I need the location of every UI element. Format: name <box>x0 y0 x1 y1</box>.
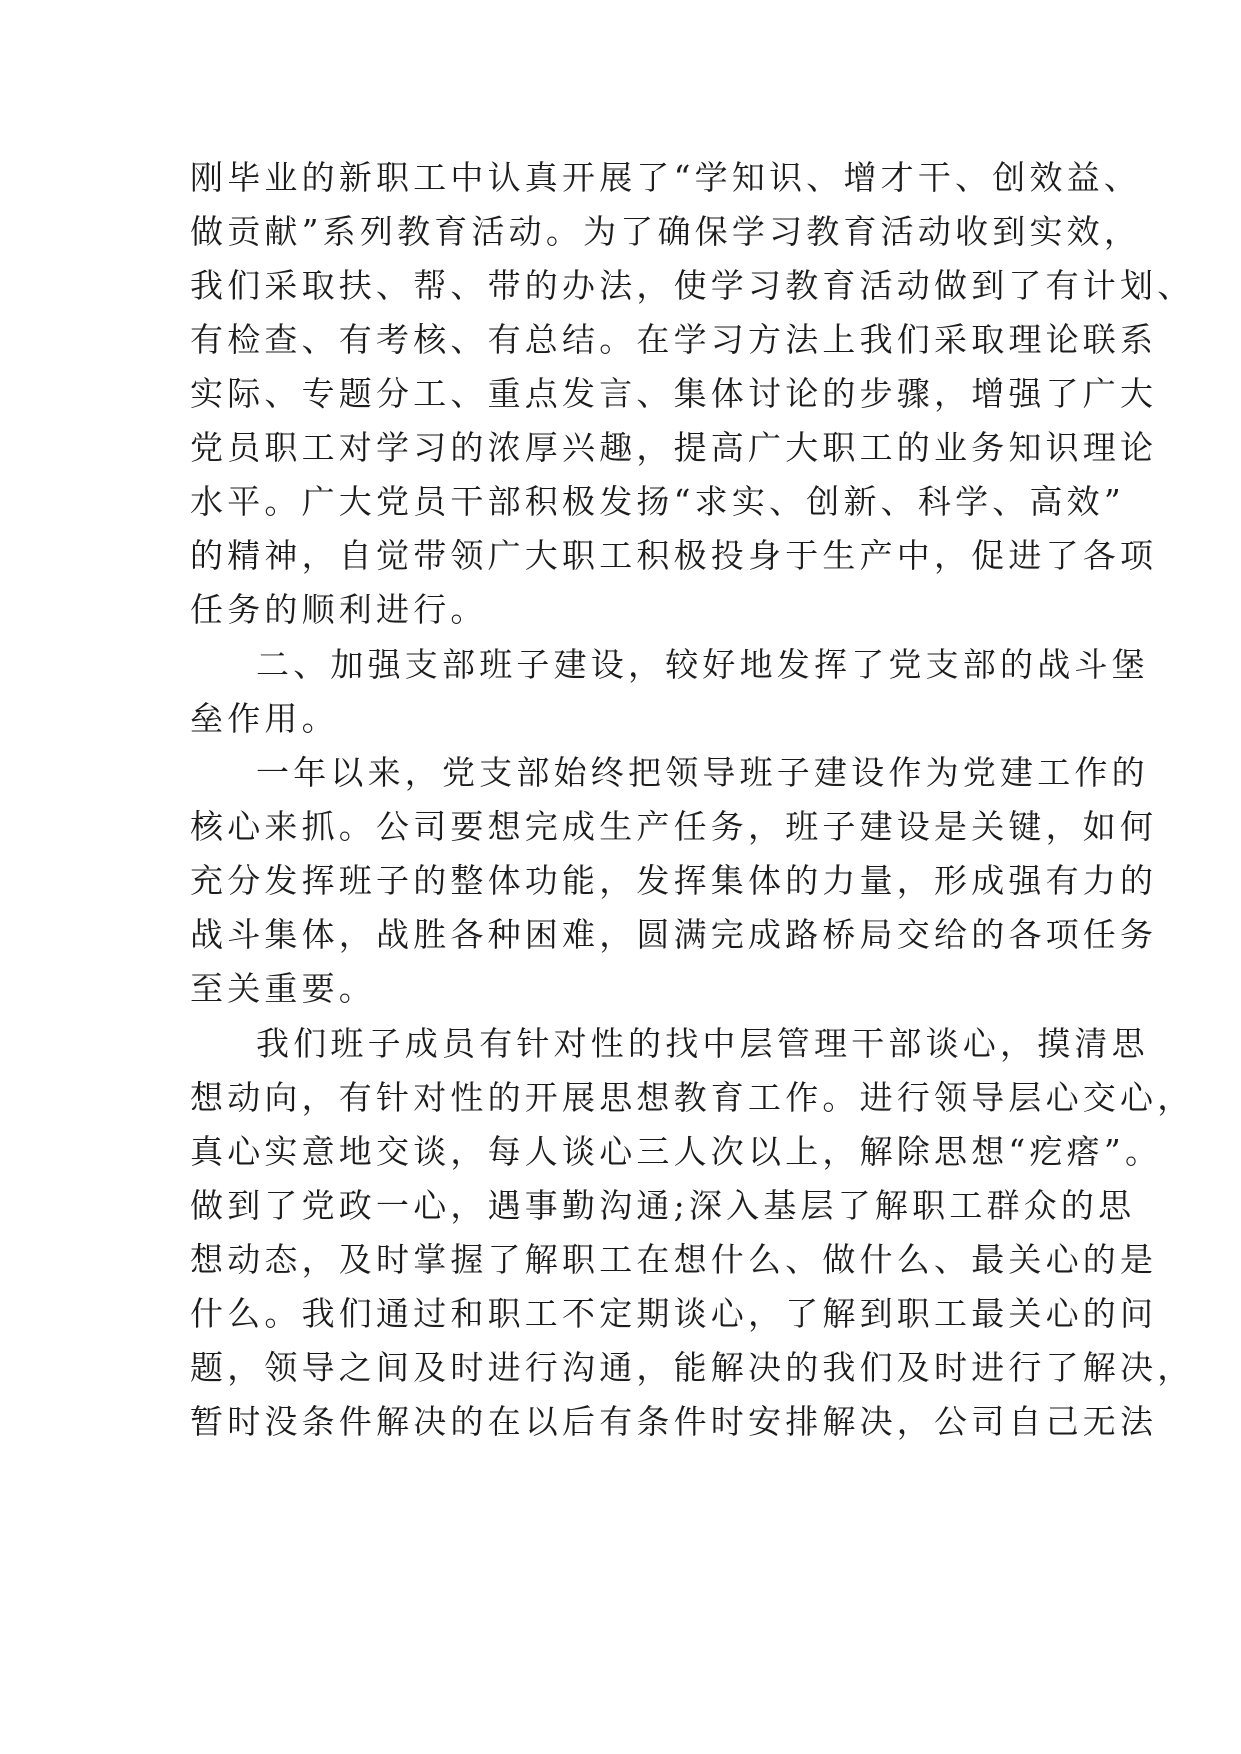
text-line: 想动向，有针对性的开展思想教育工作。进行领导层心交心， <box>190 1078 1195 1117</box>
text-line: 想动态，及时掌握了解职工在想什么、做什么、最关心的是 <box>190 1240 1158 1279</box>
text-line: 实际、专题分工、重点发言、集体讨论的步骤，增强了广大 <box>190 374 1158 413</box>
section-heading-line: 二、加强支部班子建设，较好地发挥了党支部的战斗堡 <box>256 645 1149 684</box>
text-line: 至关重要。 <box>190 969 376 1008</box>
text-line: 战斗集体，战胜各种困难，圆满完成路桥局交给的各项任务 <box>190 915 1158 954</box>
text-line: 核心来抓。公司要想完成生产任务，班子建设是关键，如何 <box>190 807 1158 846</box>
text-line: 我们采取扶、帮、带的办法，使学习教育活动做到了有计划、 <box>190 266 1195 305</box>
text-line: 题，领导之间及时进行沟通，能解决的我们及时进行了解决， <box>190 1348 1195 1387</box>
text-line: 刚毕业的新职工中认真开展了“学知识、增才干、创效益、 <box>190 158 1142 197</box>
text-line: 的精神，自觉带领广大职工积极投身于生产中，促进了各项 <box>190 536 1158 575</box>
text-line: 任务的顺利进行。 <box>190 590 488 629</box>
text-line: 做到了党政一心，遇事勤沟通;深入基层了解职工群众的思 <box>190 1186 1136 1225</box>
section-heading-line: 垒作用。 <box>190 699 339 738</box>
text-line: 一年以来，党支部始终把领导班子建设作为党建工作的 <box>256 753 1149 792</box>
text-line: 真心实意地交谈，每人谈心三人次以上，解除思想“疙瘩”。 <box>190 1132 1163 1171</box>
text-line: 做贡献”系列教育活动。为了确保学习教育活动收到实效， <box>190 212 1142 251</box>
text-line: 什么。我们通过和职工不定期谈心，了解到职工最关心的问 <box>190 1294 1158 1333</box>
text-line: 党员职工对学习的浓厚兴趣，提高广大职工的业务知识理论 <box>190 428 1158 467</box>
text-line: 暂时没条件解决的在以后有条件时安排解决，公司自己无法 <box>190 1402 1158 1441</box>
text-line: 有检查、有考核、有总结。在学习方法上我们采取理论联系 <box>190 320 1158 359</box>
text-line: 水平。广大党员干部积极发扬“求实、创新、科学、高效” <box>190 482 1125 521</box>
text-line: 充分发挥班子的整体功能，发挥集体的力量，形成强有力的 <box>190 861 1158 900</box>
text-line: 我们班子成员有针对性的找中层管理干部谈心，摸清思 <box>256 1024 1149 1063</box>
